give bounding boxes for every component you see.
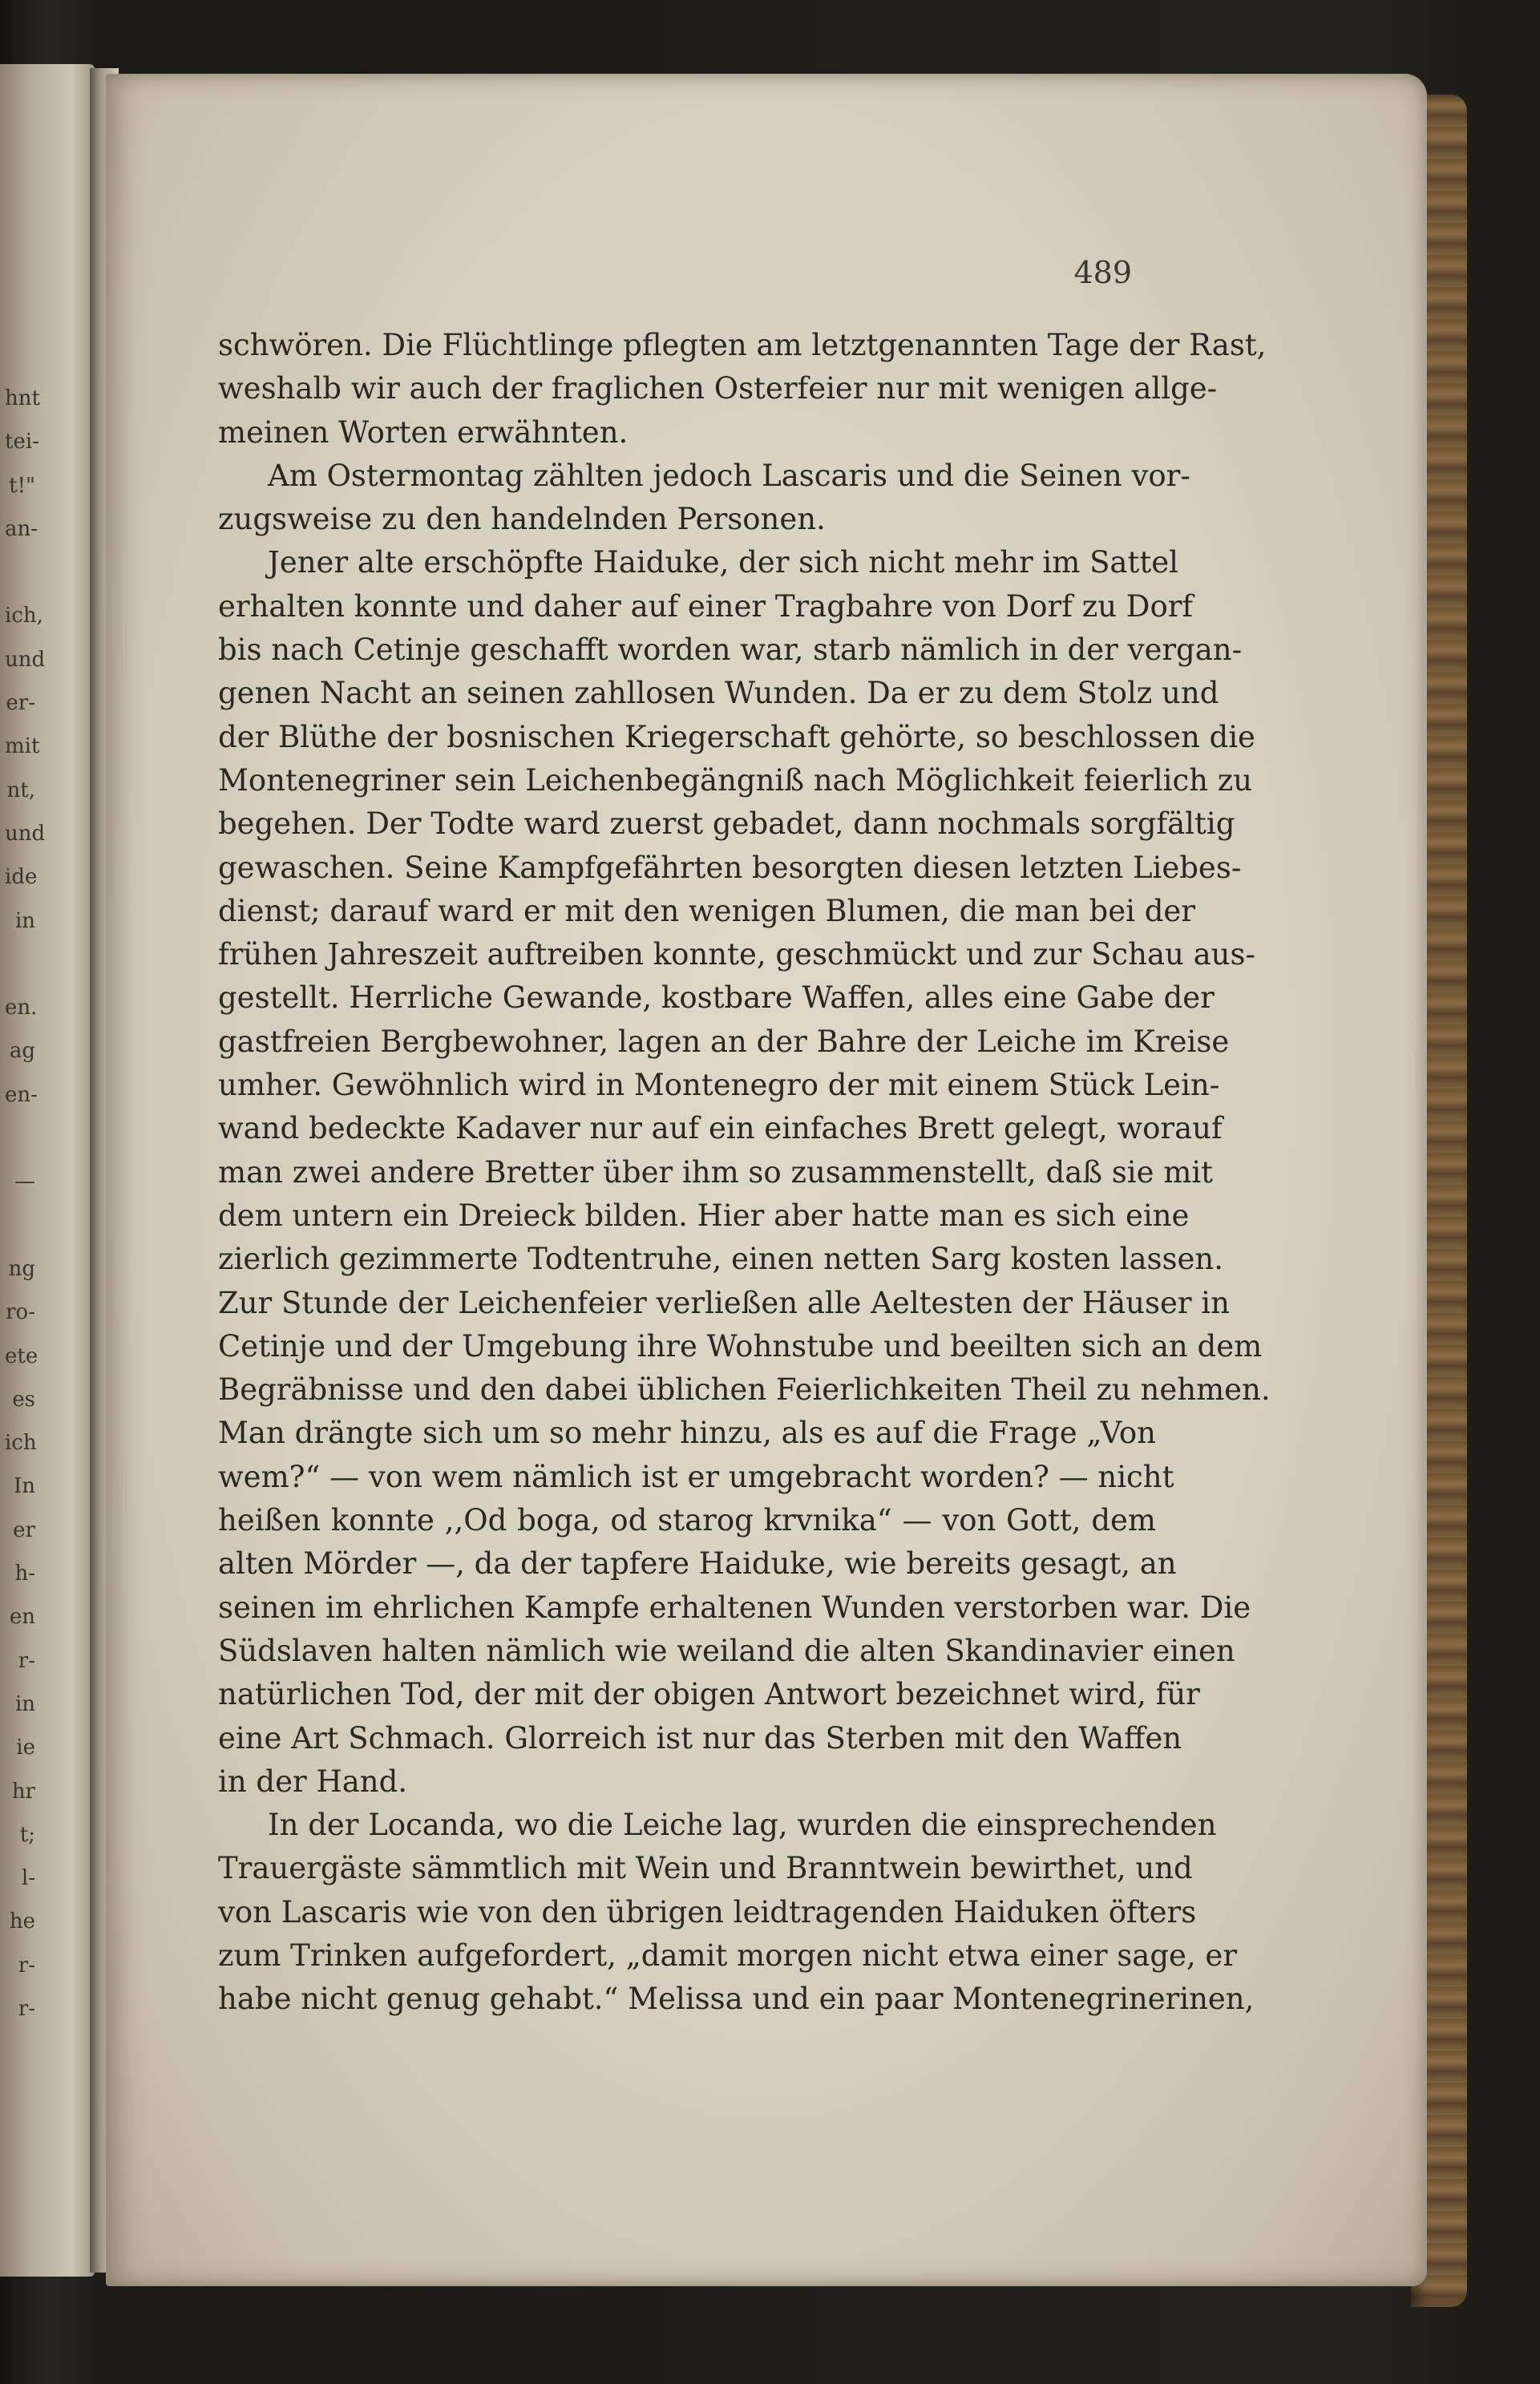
left-facing-page [0,64,95,2277]
text-line: gewaschen. Seine Kampfgefährten besorgten diesen letzten Liebes- [218,850,1242,885]
text-line: Zur Stunde der Leichenfeier verließen alle Aeltesten der Häuser in [218,1285,1230,1320]
text-line: natürlichen Tod, der mit der obigen Antwort bezeichnet wird, für [218,1677,1200,1712]
text-line: weshalb wir auch der fraglichen Osterfeier nur mit wenigen allge- [218,371,1218,406]
text-line: gestellt. Herrliche Gewande, kostbare Waffen, alles eine Gabe der [218,980,1215,1016]
text-line: Montenegriner sein Leichenbegängniß nach Möglichkeit feierlich zu [218,762,1253,798]
text-line: heißen konnte ,,Od boga, od starog krvnika“ — von Gott, dem [218,1503,1156,1538]
text-line: frühen Jahreszeit auftreiben konnte, geschmückt und zur Schau aus- [218,937,1255,972]
text-line: zum Trinken aufgefordert, „damit morgen nicht etwa einer sage, er [218,1938,1238,1973]
text-line: der Blüthe der bosnischen Kriegerschaft gehörte, so beschlossen die [218,719,1255,754]
text-line: Trauergäste sämmtlich mit Wein und Branntwein bewirthet, und [218,1851,1193,1886]
text-line: wem?“ — von wem nämlich ist er umgebracht worden? — nicht [218,1459,1174,1494]
text-line: Am Ostermontag zählten jedoch Lascaris und die Seinen vor- [268,458,1190,493]
text-line: Südslaven halten nämlich wie weiland die alten Skandinavier einen [218,1633,1235,1668]
text-line: alten Mörder —, da der tapfere Haiduke, wie bereits gesagt, an [218,1546,1177,1582]
text-line: meinen Worten erwähnten. [218,414,629,450]
left-page-text-fragments: hnt tei- t!" an- ich, und er- mit nt, und ide in en. ag en- — ng ro- ete es ich In er h- en r- in ie hr t; l- he r- r- [5,386,46,2021]
text-line: zierlich gezimmerte Todtentruhe, einen netten Sarg kosten lassen. [218,1242,1224,1277]
text-line: dienst; darauf ward er mit den wenigen Blumen, die man bei der [218,893,1195,928]
text-line: In der Locanda, wo die Leiche lag, wurden die einsprechenden [268,1808,1217,1843]
text-line: habe nicht genug gehabt.“ Melissa und ein paar Montenegrinerinen, [218,1982,1255,2017]
text-line: erhalten konnte und daher auf einer Tragbahre von Dorf zu Dorf [218,588,1194,624]
text-line: schwören. Die Flüchtlinge pflegten am letztgenannten Tage der Rast, [218,328,1267,362]
text-line: dem untern ein Dreieck bilden. Hier aber hatte man es sich eine [218,1198,1190,1233]
text-line: man zwei andere Bretter über ihm so zusammenstellt, daß sie mit [218,1154,1214,1190]
text-line: zugsweise zu den handelnden Personen. [218,502,826,537]
page-number: 489 [1073,255,1132,290]
body-text [218,324,1271,2022]
text-line: bis nach Cetinje geschafft worden war, starb nämlich in der vergan- [218,632,1243,668]
text-line: Jener alte erschöpfte Haiduke, der sich nicht mehr im Sattel [268,545,1178,580]
text-line: Man drängte sich um so mehr hinzu, als es auf die Frage „Von [218,1416,1156,1451]
text-line: begehen. Der Todte ward zuerst gebadet, dann nochmals sorgfältig [218,806,1235,842]
text-line: in der Hand. [218,1764,408,1799]
text-line: umher. Gewöhnlich wird in Montenegro der mit einem Stück Lein- [218,1068,1220,1103]
text-line: seinen im ehrlichen Kampfe erhaltenen Wunden verstorben war. Die [218,1590,1251,1625]
text-line: genen Nacht an seinen zahllosen Wunden. Da er zu dem Stolz und [218,676,1219,711]
text-line: eine Art Schmach. Glorreich ist nur das Sterben mit den Waffen [218,1720,1182,1756]
text-line: wand bedeckte Kadaver nur auf ein einfaches Brett gelegt, worauf [218,1111,1223,1146]
text-line: gastfreien Bergbewohner, lagen an der Bahre der Leiche im Kreise [218,1024,1230,1059]
text-line: von Lascaris wie von den übrigen leidtragenden Haiduken öfters [218,1894,1197,1929]
text-line: Begräbnisse und den dabei üblichen Feierlichkeiten Theil zu nehmen. [218,1372,1271,1408]
text-line: Cetinje und der Umgebung ihre Wohnstube und beeilten sich an dem [218,1328,1263,1364]
